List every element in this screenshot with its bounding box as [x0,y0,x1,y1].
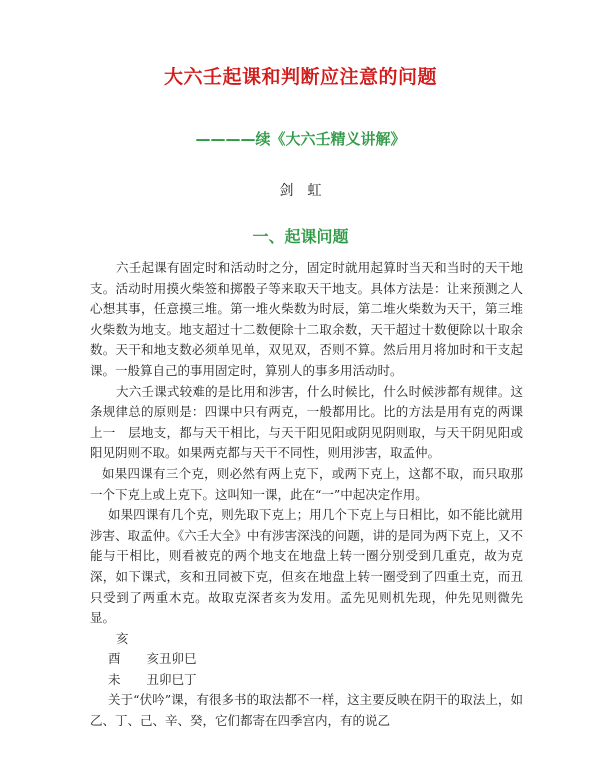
example-branch: 亥 [116,630,129,646]
paragraph: 关于“伏吟”课，有很多书的取法都不一样，这主要反映在阴干的取法上，如乙、丁、己、辛、癸，它们都寄在四季宫内，有的说乙 [90,692,523,729]
example-line [90,629,523,650]
paragraph: 六壬起课有固定时和活动时之分，固定时就用起算时当天和当时的天干地支。活动时用摸火柴签和掷骰子等来取天干地支。具体方法是：让来预测之人心想其事，任意摸三堆。第一堆火柴数为时辰，第二堆火柴数为天干，第三堆火柴数为地支。地支超过十二数便除十二取余数，天干超过十数便除以十取余数。天干和地支数必须单见单，双见双，否则不算。然后用月将加时和干支起课。一般算自己的事用固定时，算别人的事多用活动时。 [90,260,523,378]
paragraph: 如果四课有三个克，则必然有两上克下，或两下克上，这都不取，而只取那一个下克上或上克下。这叫知一课，此在“一”中起决定作用。 [90,465,523,502]
author-name: 剑 虹 [279,183,322,199]
paragraph: 大六壬课式较难的是比用和涉害，什么时候比，什么时候涉都有规律。这条规律总的原则是：四课中只有两克，一般都用比。比的方法是用有克的两课上一 层地支，都与天干相比，与天干阳见阳或阴见阴则取，与天干阴见阳或阳见阴则不取。如果两克都与天干不同性，则用涉害，取孟仲。 [90,383,523,461]
section-heading: 一、起课问题 [252,227,349,246]
paragraph: 如果四课有几个克，则先取下克上；用几个下克上与日相比，如不能比就用涉害、取孟仲。《六壬大全》中有涉害深浅的问题，讲的是同为两下克上，又不能与干相比，则看被克的两个地支在地盘上转一圈分别受到几重克，故为克深，如下课式，亥和丑同被下克，但亥在地盘上转一圈受到了四重土克，而丑只受到了两重木克。故取克深者亥为发用。孟先见则机先现，仲先见则微先显。 [90,507,523,626]
example-branch: 未 [108,671,121,687]
example-line [90,649,523,670]
document-title: 大六壬起课和判断应注意的问题 [163,66,437,88]
example-sequence: 丑卯巳丁 [146,671,197,687]
body-text [90,258,523,732]
example-sequence: 亥丑卯巳 [146,651,197,667]
document-subtitle: ————续《大六壬精义讲解》 [195,130,406,148]
example-line [90,670,523,691]
example-branch: 酉 [108,651,121,667]
